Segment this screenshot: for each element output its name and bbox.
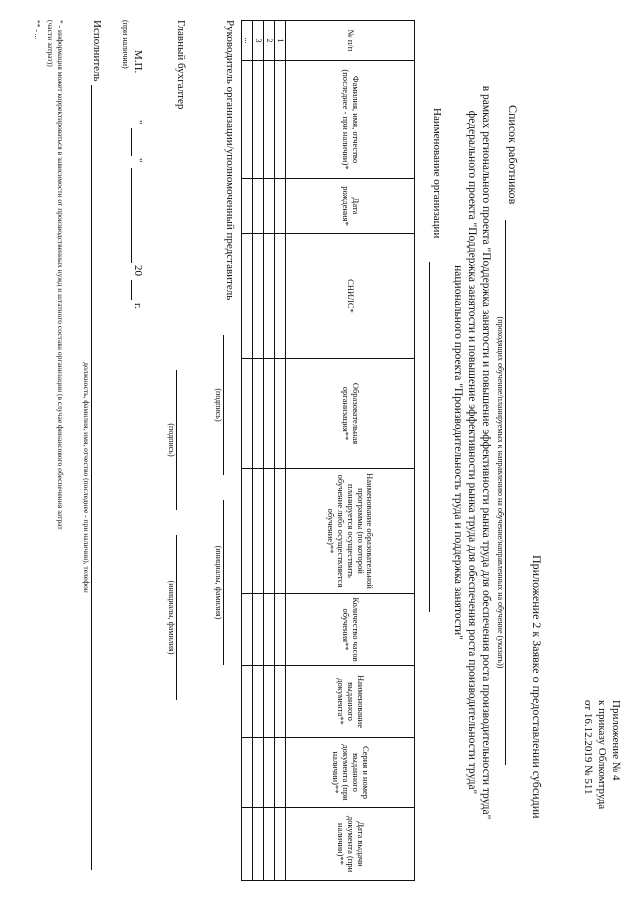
head-signature-hint: (подпись): [214, 388, 223, 422]
table-cell[interactable]: [242, 359, 253, 469]
accountant-signature-hint: (подпись): [167, 423, 176, 457]
table-cell[interactable]: [253, 179, 264, 234]
table-cell[interactable]: [275, 179, 286, 234]
date-year-line: [131, 280, 132, 300]
table-cell[interactable]: [275, 594, 286, 666]
row-number: 2: [264, 21, 275, 61]
col-program-name: Наименование образовательной программы (по которой планируется осуществить обучение либо осуществляется обучение)**: [286, 469, 415, 594]
col-birth-date: Дата рождения*: [286, 179, 415, 234]
table-cell[interactable]: [264, 738, 275, 808]
footnote-2: ** - ...: [33, 20, 42, 40]
table-cell[interactable]: [253, 738, 264, 808]
col-full-name: Фамилия, имя, отчество (последнее - при наличии)*: [286, 61, 415, 179]
table-cell[interactable]: [242, 738, 253, 808]
project-national: национального проекта "Производительность труда и поддержка занятости": [452, 265, 464, 640]
table-cell[interactable]: [242, 808, 253, 881]
table-row: [242, 21, 253, 881]
table-cell[interactable]: [275, 234, 286, 359]
col-document-number: Серия и номер выданного документа (при наличии)**: [286, 738, 415, 808]
row-number: 3: [253, 21, 264, 61]
stamp-hint: (при наличии): [121, 20, 130, 69]
table-cell[interactable]: [253, 594, 264, 666]
table-cell[interactable]: [264, 666, 275, 738]
table-cell[interactable]: [264, 469, 275, 594]
row-number: 1: [275, 21, 286, 61]
head-signature-line: [223, 335, 224, 475]
table-cell[interactable]: [242, 234, 253, 359]
table-cell[interactable]: [275, 61, 286, 179]
date-quote-open: ": [132, 120, 144, 125]
accountant-initials-hint: (инициалы, фамилия): [167, 580, 176, 655]
row-number: ...: [242, 21, 253, 61]
head-initials-line: [223, 500, 224, 665]
table-header-row: [286, 21, 415, 881]
col-document-name: Наименование выданного документа**: [286, 666, 415, 738]
table-cell[interactable]: [264, 359, 275, 469]
table-cell[interactable]: [275, 808, 286, 881]
date-year-suffix: г.: [132, 303, 144, 310]
executor-line: [91, 85, 92, 870]
project-regional: в рамках регионального проекта "Поддержка занятости и повышение эффективности рынка труда для обеспечения роста производительности труда": [480, 85, 492, 820]
date-quote-close: ": [132, 158, 144, 163]
table-cell[interactable]: [253, 666, 264, 738]
col-number: № п/п: [286, 21, 415, 61]
table-cell[interactable]: [242, 469, 253, 594]
order-date: от 16.12.2019 № 511: [582, 700, 595, 795]
executor-label: Исполнитель: [91, 20, 103, 82]
executor-hint: должность, фамилия, имя, отчество (последнее - при наличии), телефон: [82, 362, 91, 593]
accountant-initials-line: [176, 535, 177, 700]
date-day-line: [131, 128, 132, 156]
org-name-label: Наименование организации: [431, 108, 443, 239]
appendix-number: Приложение № 4: [610, 700, 622, 781]
col-snils: СНИЛС*: [286, 234, 415, 359]
table-cell[interactable]: [242, 666, 253, 738]
table-cell[interactable]: [253, 61, 264, 179]
accountant-signature-line: [176, 370, 177, 510]
table-cell[interactable]: [242, 594, 253, 666]
workers-table: [241, 20, 415, 881]
title-fill-line: [505, 220, 506, 765]
stamp-label: М.П.: [132, 50, 144, 74]
title-hint: (проходящих обучение/планируемых к направлению на обучение/направленных на обучение (указать)): [496, 316, 505, 669]
col-issue-date: Дата выдачи документа (при наличии)**: [286, 808, 415, 881]
table-cell[interactable]: [264, 808, 275, 881]
table-cell[interactable]: [264, 61, 275, 179]
table-cell[interactable]: [253, 808, 264, 881]
table-cell[interactable]: [242, 179, 253, 234]
table-cell[interactable]: [275, 738, 286, 808]
table-cell[interactable]: [264, 594, 275, 666]
table-cell[interactable]: [275, 666, 286, 738]
table-cell[interactable]: [264, 179, 275, 234]
footnote-1: * - информация может корректироваться в зависимости от производственных нужд и штатного состава организации (в случае финансового обеспечения затрат: [56, 20, 65, 530]
annex-label: Приложение 2 к Заявке о предоставлении субсидии: [530, 555, 544, 819]
appendix-header: [581, 700, 622, 890]
table-cell[interactable]: [253, 469, 264, 594]
project-federal: федерального проекта "Поддержка занятости и повышение эффективности рынка труда для обеспечения роста производительности труда": [466, 110, 478, 795]
order-reference: к приказу Облкомтруда: [596, 700, 609, 810]
table-cell[interactable]: [242, 61, 253, 179]
col-hours: Количество часов обучения**: [286, 594, 415, 666]
head-initials-hint: (инициалы, фамилия): [214, 545, 223, 620]
table-cell[interactable]: [253, 234, 264, 359]
date-month-line: [131, 168, 132, 263]
table-row: [275, 21, 286, 881]
table-row: [253, 21, 264, 881]
table-cell[interactable]: [253, 359, 264, 469]
org-name-line: [429, 262, 430, 612]
table-row: [264, 21, 275, 881]
table-cell[interactable]: [275, 359, 286, 469]
footnote-1-cont: (части затрат)): [46, 20, 55, 67]
col-education-org: Образовательная организация**: [286, 359, 415, 469]
head-signature-label: Руководитель организации/уполномоченный представитель: [224, 20, 236, 301]
table-cell[interactable]: [275, 469, 286, 594]
date-year-prefix: 20: [132, 265, 144, 276]
table-cell[interactable]: [264, 234, 275, 359]
accountant-signature-label: Главный бухгалтер: [175, 20, 187, 110]
list-title-prefix: Список работников: [506, 105, 520, 205]
